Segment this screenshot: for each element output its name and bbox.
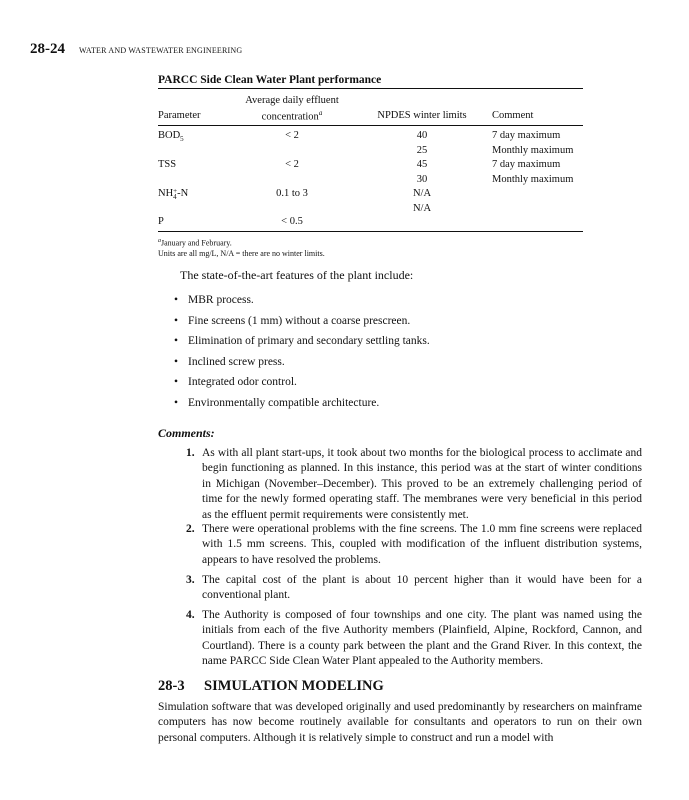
comments-heading: Comments: xyxy=(158,426,215,440)
table-top-rule xyxy=(158,88,583,89)
list-item xyxy=(174,352,634,373)
feature-text: MBR process. xyxy=(188,294,254,306)
row-p-parameter: P xyxy=(158,216,164,227)
units-note: Units are all mg/L, N/A = there are no winter limits. xyxy=(158,249,325,258)
footnote-text: January and February. xyxy=(161,238,232,248)
header-concentration-line1: Average daily effluent xyxy=(245,95,339,106)
feature-text: Elimination of primary and secondary settling tanks. xyxy=(188,335,430,348)
table-bottom-rule xyxy=(158,231,583,232)
header-concentration-text: concentration xyxy=(261,111,319,123)
list-item xyxy=(174,372,634,393)
row-tss-npdes-monthly: 30 xyxy=(416,174,428,185)
features-list xyxy=(174,290,634,414)
row-bod-concentration: < 2 xyxy=(285,130,299,141)
table-header-rule xyxy=(158,125,583,126)
bullet-icon: • xyxy=(174,314,179,327)
header-concentration xyxy=(228,95,356,124)
bullet-icon: • xyxy=(174,335,179,348)
comment-text: The Authority is composed of four townships and one city. The plant was named using the initials from each of the five Authority members (Plainfield, Alpine, Rockford, Cannon, and Courtland). There is a county park between the plant and the Grand River. In this context, the name PARCC Side Clean Water Plant appealed to the Authority members. xyxy=(202,609,642,668)
feature-text: Inclined screw press. xyxy=(188,355,285,368)
bod-subscript: 5 xyxy=(180,135,184,144)
comment-number: 1. xyxy=(186,447,195,459)
row-nh4-npdes-monthly: N/A xyxy=(412,203,432,214)
comment-text: The capital cost of the plant is about 10 percent higher than it would have been for a conventional plant. xyxy=(202,574,642,602)
comment-item-4 xyxy=(186,608,642,670)
row-nh4-concentration: 0.1 to 3 xyxy=(276,188,308,199)
comment-number: 2. xyxy=(186,523,195,535)
row-nh4-parameter xyxy=(158,186,188,201)
table-title: PARCC Side Clean Water Plant performance xyxy=(158,74,382,86)
row-tss-comment-7day: 7 day maximum xyxy=(492,159,561,170)
row-tss-parameter: TSS xyxy=(158,159,177,170)
running-head: WATER AND WASTEWATER ENGINEERING xyxy=(79,46,243,55)
section-number: 28-3 xyxy=(158,678,185,694)
nh4-suffix: -N xyxy=(177,188,189,199)
section-title: SIMULATION MODELING xyxy=(204,678,384,694)
feature-text: Environmentally compatible architecture. xyxy=(188,396,380,409)
row-bod-npdes-monthly: 25 xyxy=(416,145,428,156)
list-item xyxy=(174,331,634,352)
header-comment: Comment xyxy=(492,110,534,121)
header-parameter: Parameter xyxy=(158,110,201,121)
section-body: Simulation software that was developed originally and used predominantly by researchers on mainframe computers has now become routinely available for consultants and operators to run on their own personal computers. Although it is relatively simple to construct and run a model with xyxy=(158,701,642,744)
table-footnote xyxy=(158,236,232,249)
bullet-icon: • xyxy=(174,294,179,306)
row-bod-npdes-7day: 40 xyxy=(416,130,428,141)
page-number: 28-24 xyxy=(30,41,65,57)
footnote-marker-a: a xyxy=(158,238,161,244)
section-heading xyxy=(158,678,384,695)
bullet-icon: • xyxy=(174,376,179,389)
comment-item-1 xyxy=(186,446,642,523)
footnote-marker: a xyxy=(318,109,323,117)
bullet-icon: • xyxy=(174,396,179,409)
row-bod-comment-monthly: Monthly maximum xyxy=(492,145,574,156)
page-header xyxy=(30,40,242,58)
nh4-subscript: 4 xyxy=(173,192,177,201)
row-tss-concentration: < 2 xyxy=(285,159,299,170)
row-bod-comment-7day: 7 day maximum xyxy=(492,130,561,141)
comment-item-2 xyxy=(186,522,642,568)
row-bod-parameter xyxy=(158,128,184,147)
list-item xyxy=(174,393,634,414)
comment-text: As with all plant start-ups, it took about two months for the biological process to acclimate and begin functioning as planned. In this instance, this period was at the start of winter conditions in Michigan (November–December). This proved to be an extremely challenging period of time for the newly formed operating staff. The membranes were very beneficial in this period as the effluent permit requirements were consistently met. xyxy=(202,447,642,521)
bullet-icon: • xyxy=(174,355,179,368)
list-item xyxy=(174,311,634,332)
comment-text: There were operational problems with the fine screens. The 1.0 mm fine screens were replaced with 1.5 mm screens. This, coupled with modification of the influent distribution systems, appears to have resolved the problems. xyxy=(202,523,642,566)
comment-number: 4. xyxy=(186,609,195,621)
list-item xyxy=(174,290,634,311)
header-npdes: NPDES winter limits xyxy=(377,110,467,121)
row-tss-npdes-7day: 45 xyxy=(416,159,428,170)
row-nh4-npdes-7day: N/A xyxy=(412,188,432,199)
nh4-superscript: + xyxy=(173,186,178,195)
row-p-concentration: < 0.5 xyxy=(281,216,303,227)
feature-text: Integrated odor control. xyxy=(188,376,297,389)
feature-text: Fine screens (1 mm) without a coarse prescreen. xyxy=(188,314,411,327)
bod-label: BOD xyxy=(158,130,181,141)
nh-label: NH xyxy=(158,188,174,199)
comment-item-3 xyxy=(186,573,642,604)
features-intro: The state-of-the-art features of the plant include: xyxy=(180,268,414,282)
row-tss-comment-monthly: Monthly maximum xyxy=(492,174,574,185)
header-concentration-line2 xyxy=(228,107,356,124)
comment-number: 3. xyxy=(186,574,195,586)
